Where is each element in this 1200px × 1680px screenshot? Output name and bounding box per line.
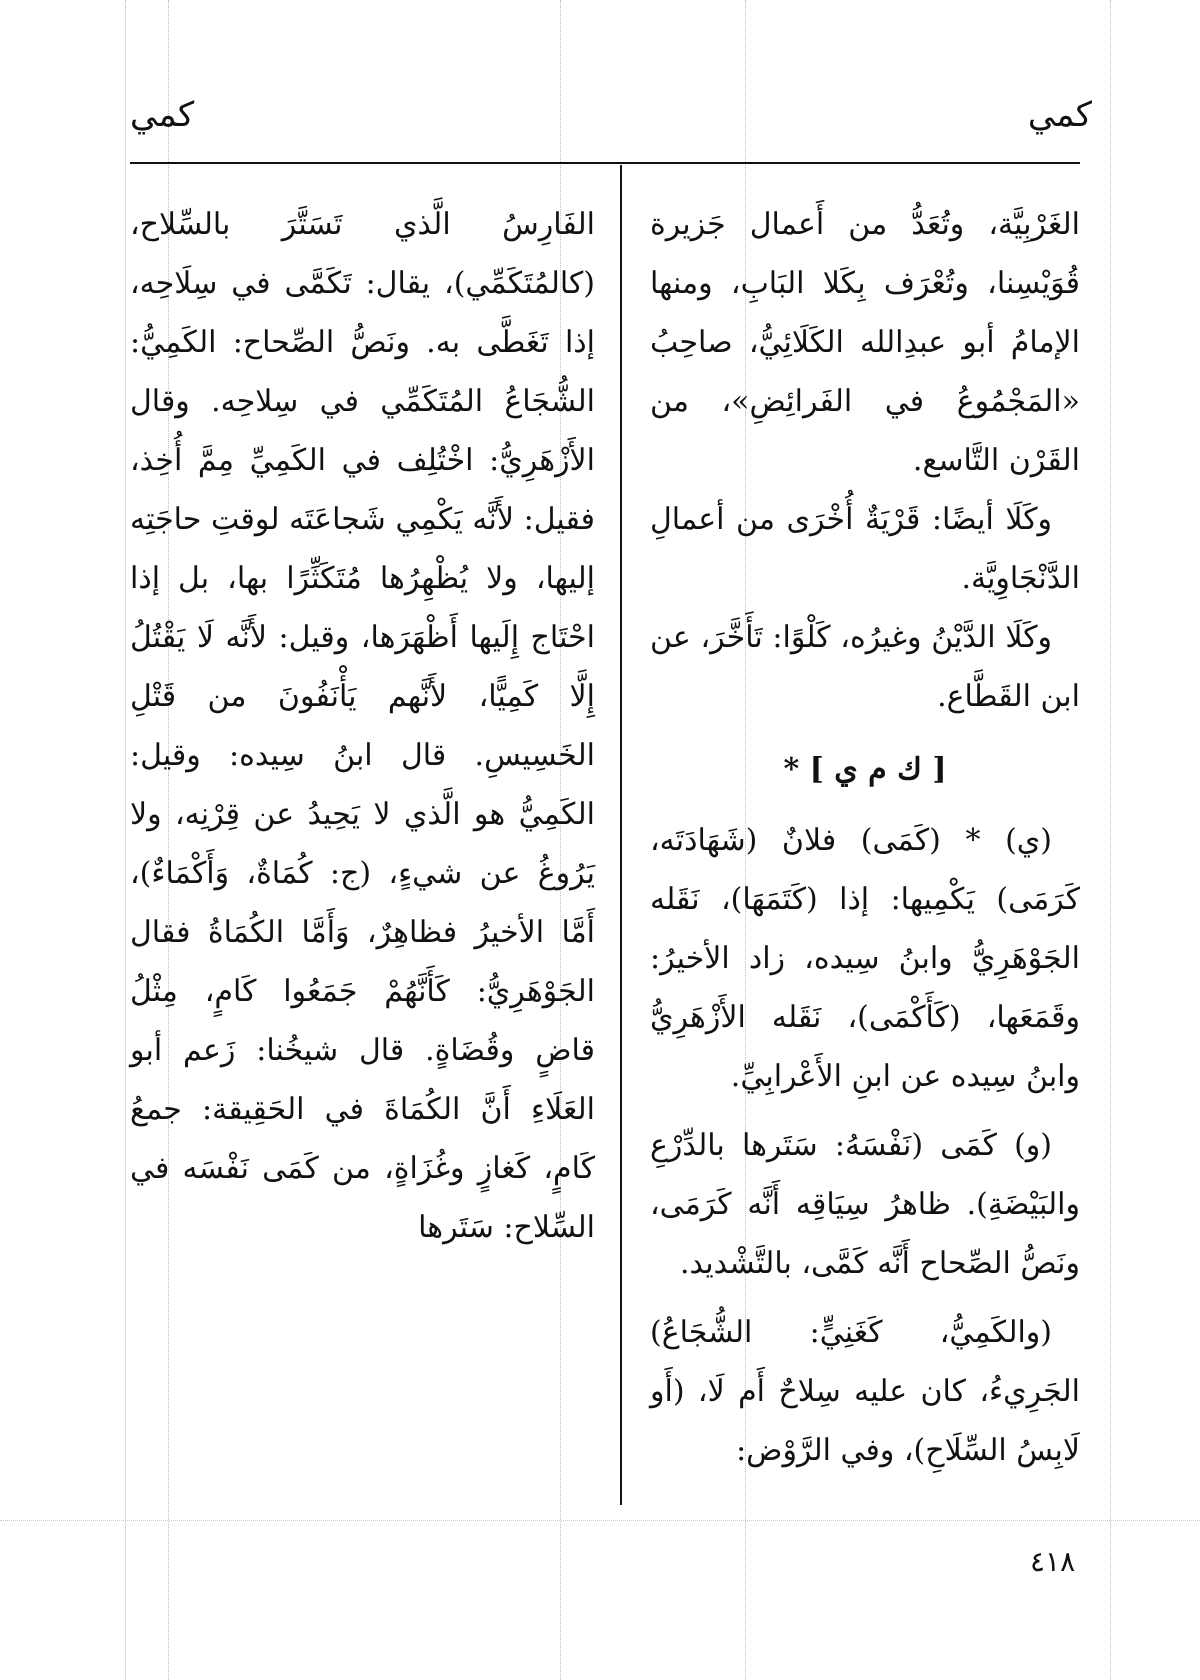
entry-heading: [ ك م ي ] * <box>783 752 947 787</box>
paragraph: (و) كَمَى (نَفْسَهُ: سَتَرها بالدِّرْعِ والبَيْضَةِ). ظاهرُ سِيَاقِه أَنَّه كَرَمَى، ونَصُّ الصِّحاح أَنَّه كَمَّى، بالتَّشْديد. <box>650 1128 1080 1281</box>
paragraph: وكَلَا أيضًا: قَرْيَةٌ أُخْرَى من أعمالِ الدَّنْجَاوِيَّة. <box>650 502 1080 596</box>
paragraph: (ي) * (كَمَى) فلانٌ (شَهَادَتَه، كَرَمَى) يَكْمِيها: إذا (كَتَمَهَا)، نَقَله الجَوْهَرِيُّ وابنُ سِيده، زاد الأخيرُ: وقَمَعَها، (كَأَكْمَى)، نَقَله الأَزْهَرِيُّ وابنُ سِيده عن ابنِ الأَعْرابِيِّ. <box>650 823 1080 1094</box>
scan-guide-line <box>1110 0 1111 1680</box>
header-rule <box>130 162 1080 164</box>
page-number: ٤١٨ <box>1030 1545 1076 1578</box>
column-divider <box>620 165 622 1505</box>
paragraph: وكَلَا الدَّيْنُ وغيرُه، كَلْوًا: تَأَخَّرَ، عن ابن القَطَّاع. <box>650 620 1080 714</box>
scan-guide-line <box>125 0 126 1680</box>
running-head-right: كمي <box>1027 95 1092 135</box>
paragraph: الغَرْبِيَّة، وتُعَدُّ من أَعمال جَزيرة قُوَيْسِنا، وتُعْرَف بِكَلا البَابِ، ومنها الإمامُ أبو عبدِالله الكَلَائِيُّ، صاحِبُ «المَجْمُوعُ في الفَرائِضِ»، من القَرْن التَّاسع. <box>650 207 1080 478</box>
running-head-left: كمي <box>130 95 195 135</box>
paragraph: (والكَمِيُّ، كَغَنِيٍّ: الشُّجَاعُ) الجَرِيءُ، كان عليه سِلاحٌ أَم لَا، (أَو لَابِسُ السِّلَاحِ)، وفي الرَّوْض: <box>650 1315 1080 1468</box>
paragraph: الفَارِسُ الَّذي تَسَتَّرَ بالسِّلاح، (كالمُتَكَمِّي)، يقال: تَكَمَّى في سِلَاحِه، إذا تَغَطَّى به. ونَصُّ الصِّحاح: الكَمِيُّ: الشُّجَاعُ المُتَكَمِّي في سِلاحِه. وقال الأَزْهَرِيُّ: اخْتُلِف في الكَمِيِّ مِمَّ أُخِذ، فقيل: لأَنَّه يَكْمِي شَجاعَتَه لوقتِ حاجَتِه إليها، ولا يُظْهِرُها مُتَكَثِّرًا بها، بل إذا احْتَاج إِلَيها أَظْهَرَها، وقيل: لأَنَّه لَا يَقْتُلُ إِلَّا كَمِيًّا، لأَنَّهم يَأْنَفُونَ من قَتْلِ الخَسِيسِ. قال ابنُ سِيده: وقيل: الكَمِيُّ هو الَّذي لا يَحِيدُ عن قِرْنِه، ولا يَرُوغُ عن شيءٍ، (ج: كُمَاةٌ، وَأَكْمَاءٌ)، أَمَّا الأخيرُ فظاهِرٌ، وَأَمَّا الكُمَاةُ فقال الجَوْهَرِيُّ: كَأَنَّهُمْ جَمَعُوا كَامٍ، مِثْلُ قاضٍ وقُضَاةٍ. قال شيخُنا: زَعم أبو العَلَاءِ أَنَّ الكُمَاةَ في الحَقِيقة: جمعُ كَامٍ، كَغازٍ وغُزَاةٍ، من كَمَى نَفْسَه في السِّلاح: سَتَرها <box>130 207 595 1245</box>
left-column <box>130 195 595 1257</box>
right-column <box>650 195 1080 1480</box>
scan-guide-line <box>0 1520 1200 1521</box>
